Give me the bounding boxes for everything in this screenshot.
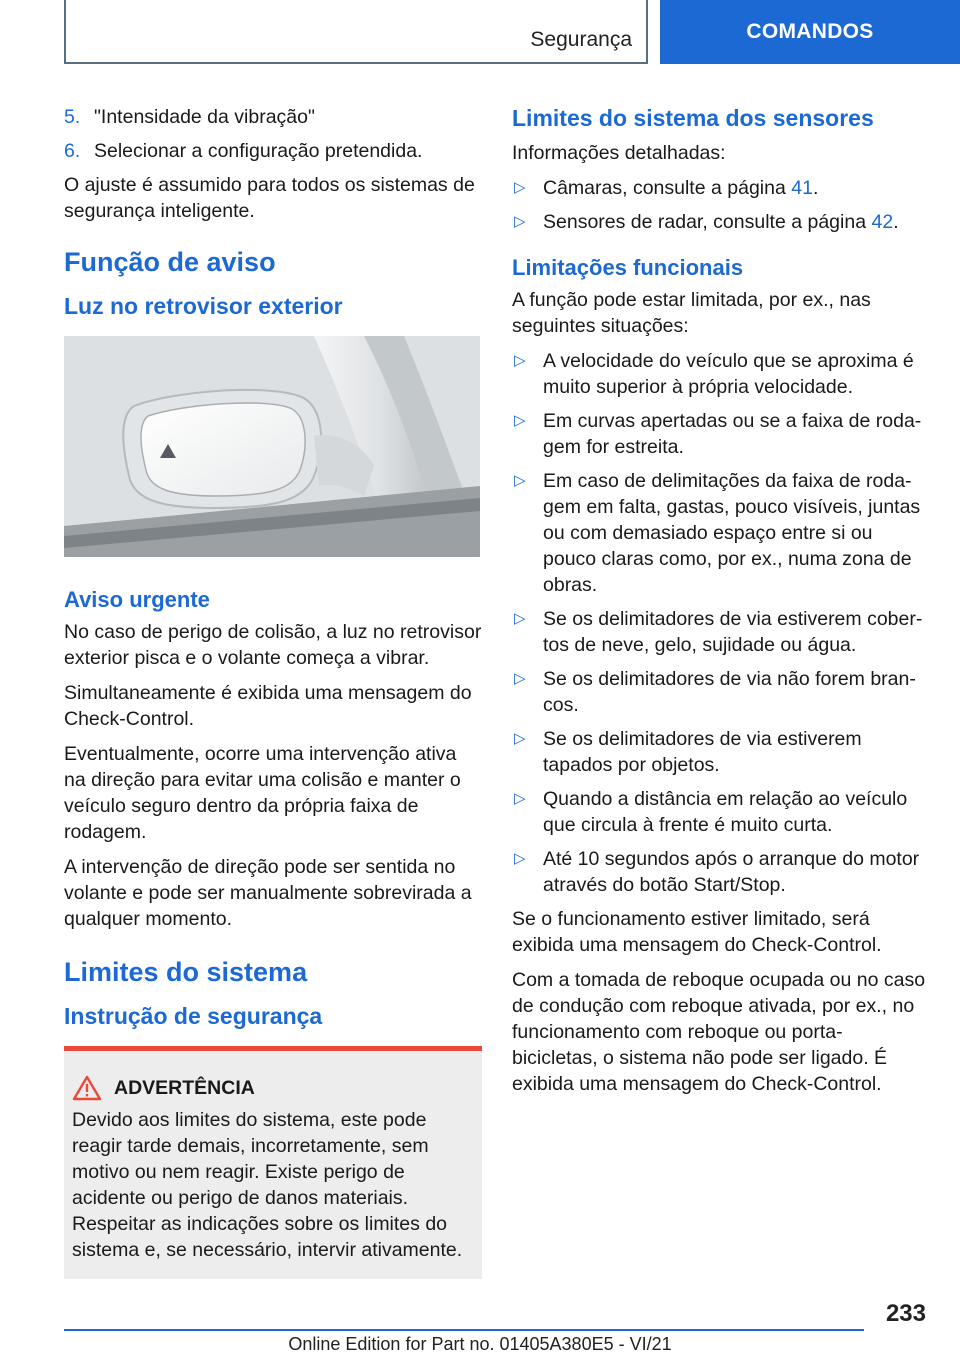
list-item-text: Se os delimitadores de via não forem brancos. [543,668,916,716]
step-list [64,104,482,164]
paragraph: Com a tomada de reboque ocupada ou no caso de condução com reboque ativada, por ex., no funcionamento com reboque ou porta-bicicletas, o sistema não pode ser ligado. É exibida uma mensagem do Check-Control. [512,969,926,1095]
list-item [512,348,928,400]
list-item [512,209,928,235]
header-frame [64,0,648,64]
paragraph: Eventualmente, ocorre uma intervenção ativa na direção para evitar uma colisão e manter o veículo seguro dentro da própria faixa de rodagem. [64,743,461,843]
warning-title: ADVERTÊNCIA [114,1076,255,1099]
reference-punct: . [893,211,899,233]
paragraph: A intervenção de direção pode ser sentida no volante e pode ser manualmente sobrevirada a qualquer momento. [64,856,472,930]
list-item-text: Se os delimitadores de via estiverem cobertos de neve, gelo, sujidade ou água. [543,608,923,656]
sensor-reference-list [512,175,928,235]
header-chapter-label: COMANDOS [746,20,874,43]
heading-limites-sensores: Limites do sistema dos sensores [512,105,874,131]
triangle-right-icon: ▷ [514,730,526,747]
step-text: "Intensidade da vibração" [94,106,315,128]
page-number: 233 [885,1300,926,1327]
list-item-text: Quando a distância em relação ao veículo que circula à frente é muito curta. [543,788,908,836]
list-item-text: Em caso de delimitações da faixa de rodagem em falta, gastas, pouco visíveis, juntas ou com demasiado espaço entre si ou pouco claras como, por ex., numa zona de obras. [543,470,921,596]
list-item-text: A velocidade do veículo que se aproxima é muito superior à própria velocidade. [543,350,914,398]
list-item-text: Até 10 segundos após o arranque do motor através do botão Start/Stop. [543,848,920,896]
warning-header [72,1075,474,1101]
reference-text: Sensores de radar, consulte a página [543,211,872,233]
list-item [512,846,928,898]
list-item [512,726,928,778]
mirror-drawing [64,336,480,557]
heading-instrucao-seguranca: Instrução de segurança [64,1003,323,1029]
list-item-text: Se os delimitadores de via estiverem tapados por objetos. [543,728,862,776]
header-chapter-tab [660,0,960,64]
list-item [512,666,928,718]
list-item [512,606,928,658]
paragraph: Simultaneamente é exibida uma mensagem do Check-Control. [64,682,472,730]
paragraph: Se o funcionamento estiver limitado, será exibida uma mensagem do Check-Control. [512,908,882,956]
heading-aviso-urgente: Aviso urgente [64,587,210,612]
list-item-text [543,209,899,235]
heading-luz-retrovisor: Luz no retrovisor exterior [64,293,343,319]
triangle-right-icon: ▷ [514,412,526,429]
details-label: Informações detalhadas: [512,142,726,164]
intro-paragraph: O ajuste é assumido para todos os sistemas de segurança inteligente. [64,174,475,222]
reference-text: Câmaras, consulte a página [543,177,792,199]
page-link[interactable]: 41 [791,177,813,199]
warning-text: Devido aos limites do sistema, este pode reagir tarde demais, incorretamente, sem motivo ou nem reagir. Existe perigo de acidente ou perigo de danos materiais. Respeitar as indicações sobre os limites do sistema e, se necessário, intervir ativamente. [72,1109,463,1261]
header-section-title: Segurança [530,28,632,51]
step-text: Selecionar a configuração pretendida. [94,140,423,162]
triangle-right-icon: ▷ [514,790,526,807]
step-number: 6. [64,140,81,162]
triangle-right-icon: ▷ [514,610,526,627]
heading-funcao-de-aviso: Função de aviso [64,247,276,277]
step-item [64,104,482,130]
warning-triangle-icon [72,1075,102,1101]
heading-limitacoes-funcionais: Limitações funcionais [512,255,744,280]
mirror-illustration [64,336,480,557]
page-link[interactable]: 42 [871,211,894,233]
left-column [64,104,482,1279]
step-item [64,138,482,164]
limitations-intro: A função pode estar limitada, por ex., nas seguintes situações: [512,289,871,337]
reference-punct: . [812,177,819,199]
triangle-right-icon: ▷ [514,213,526,230]
triangle-right-icon: ▷ [514,179,526,196]
paragraph: No caso de perigo de colisão, a luz no retrovisor exterior pisca e o volante começa a vibrar. [64,621,482,669]
footer-edition: Online Edition for Part no. 01405A380E5 - VI/21 [288,1334,672,1354]
list-item [512,408,928,460]
list-item-text [543,175,818,201]
warning-box [64,1046,482,1279]
list-item [512,468,928,598]
right-column [512,104,928,1106]
heading-limites-do-sistema: Limites do sistema [64,957,308,987]
step-number: 5. [64,106,81,128]
triangle-right-icon: ▷ [514,670,526,687]
list-item [512,175,928,201]
triangle-right-icon: ▷ [514,352,526,369]
limitations-list [512,348,928,898]
triangle-right-icon: ▷ [514,850,526,867]
footer-divider [64,1329,864,1331]
triangle-right-icon: ▷ [514,472,526,489]
list-item [512,786,928,838]
list-item-text: Em curvas apertadas ou se a faixa de rodagem for estreita. [543,410,922,458]
